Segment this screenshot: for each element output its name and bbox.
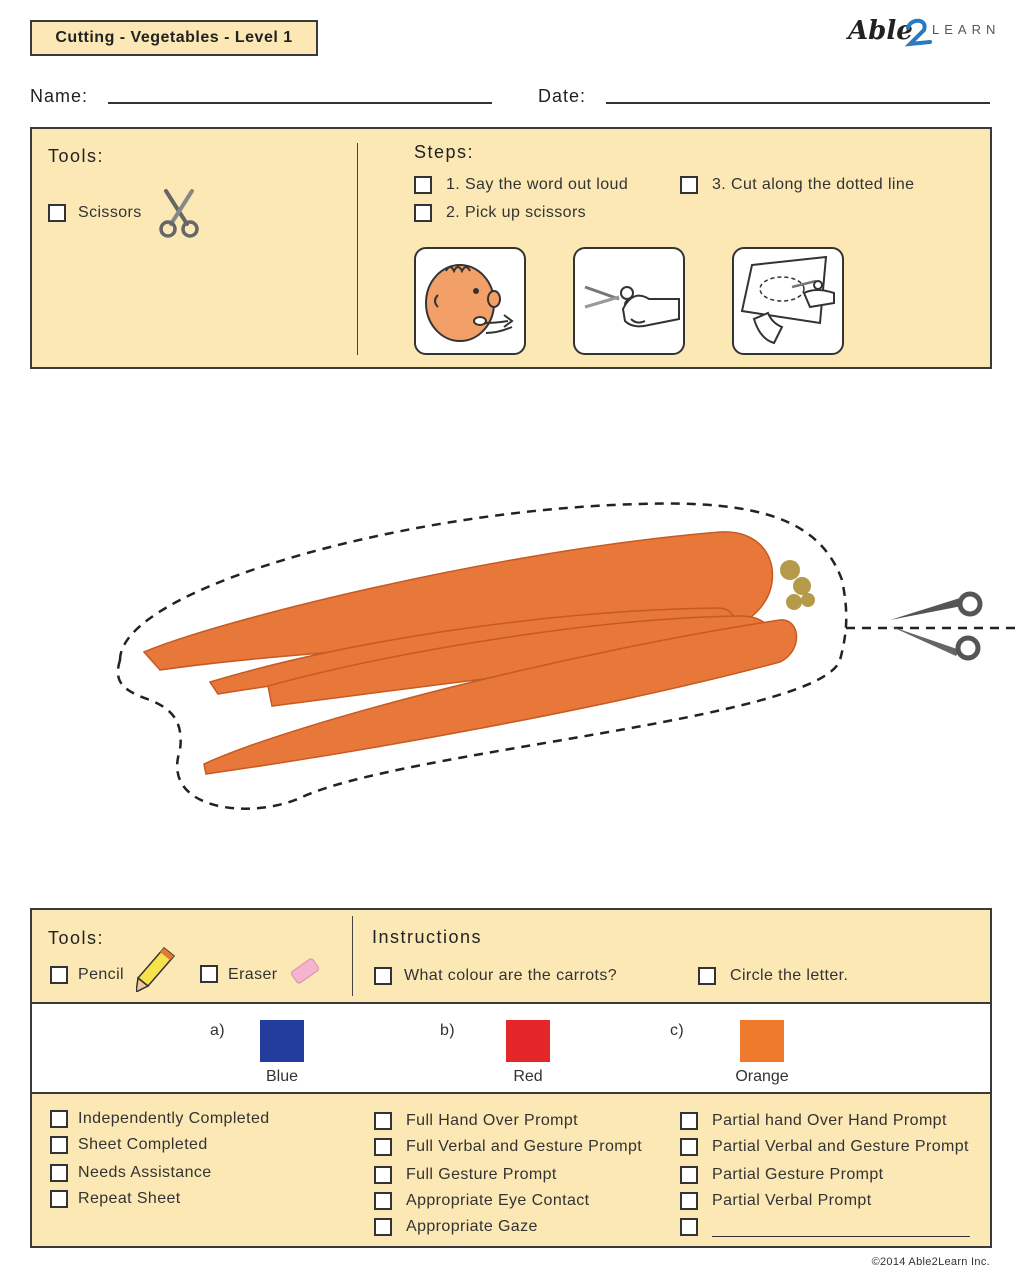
eraser-checkbox[interactable] [200,965,218,983]
assessment-label: Sheet Completed [78,1136,208,1153]
worksheet-title: Cutting - Vegetables - Level 1 [30,20,318,56]
option-b-letter[interactable]: b) [440,1022,456,1039]
speaking-face-icon [416,249,524,353]
copyright-text: ©2014 Able2Learn Inc. [871,1256,990,1268]
pencil-icon [136,946,176,992]
assessment-checkbox[interactable] [680,1112,698,1130]
steps-heading: Steps: [414,142,475,162]
cut-dotted-line-picture [732,247,844,355]
option-b-label[interactable]: Red [513,1068,543,1085]
name-label: Name: [30,86,89,106]
step1-label: 1. Say the word out loud [446,176,629,193]
eraser-label: Eraser [228,966,278,983]
instruction2-label: Circle the letter. [730,967,849,984]
assessment-label: Partial Gesture Prompt [712,1166,884,1183]
option-b-swatch[interactable] [506,1020,550,1062]
pencil-label: Pencil [78,966,124,983]
logo-learn-text: LEARN [932,22,1001,37]
assessment-label: Full Hand Over Prompt [406,1112,579,1129]
step2-label: 2. Pick up scissors [446,204,587,221]
scissors-checkbox[interactable] [48,204,66,222]
assessment-checkbox[interactable] [50,1136,68,1154]
assessment-checkbox[interactable] [374,1138,392,1156]
tools-heading: Tools: [48,146,105,166]
name-line[interactable] [108,102,492,104]
assessment-label: Partial hand Over Hand Prompt [712,1112,947,1129]
scissors-icon [156,187,202,239]
assessment-checkbox[interactable] [680,1166,698,1184]
hand-scissors-icon [575,249,683,353]
assessment-label: Full Verbal and Gesture Prompt [406,1138,643,1155]
assessment-label: Independently Completed [78,1110,270,1127]
pencil-checkbox[interactable] [50,966,68,984]
assessment-checkbox[interactable] [50,1164,68,1182]
assessment-checkbox[interactable] [680,1138,698,1156]
step3-checkbox[interactable] [680,176,698,194]
panel-divider [357,143,358,355]
bottom-tools-heading: Tools: [48,928,105,948]
carrot-top-icon [780,560,815,610]
assessment-label: Appropriate Eye Contact [406,1192,590,1209]
carrots-cutout-area [100,490,1020,820]
assessment-label: Full Gesture Prompt [406,1166,557,1183]
date-label: Date: [538,86,587,106]
scissors-label: Scissors [78,204,142,221]
assessment-label: Partial Verbal and Gesture Prompt [712,1138,969,1155]
step1-checkbox[interactable] [414,176,432,194]
option-a-label[interactable]: Blue [265,1068,299,1085]
instruction2-checkbox[interactable] [698,967,716,985]
logo-two-icon [904,18,934,48]
instruction1-label: What colour are the carrots? [404,967,618,984]
pick-up-scissors-picture [573,247,685,355]
say-word-picture [414,247,526,355]
assessment-checkbox[interactable] [374,1218,392,1236]
assessment-checkbox[interactable] [680,1192,698,1210]
other-write-in-line[interactable] [712,1236,970,1237]
other-checkbox[interactable] [680,1218,698,1236]
tools-steps-panel [30,127,992,369]
assessment-checkbox[interactable] [50,1110,68,1128]
bottom-tools-divider [352,916,353,996]
carrots-image [144,532,797,774]
assessment-label: Repeat Sheet [78,1190,181,1207]
option-a-letter[interactable]: a) [210,1022,226,1039]
assessment-label: Appropriate Gaze [406,1218,538,1235]
assessment-label: Partial Verbal Prompt [712,1192,872,1209]
option-c-letter[interactable]: c) [670,1022,685,1039]
assessment-checkbox[interactable] [50,1190,68,1208]
option-c-swatch[interactable] [740,1020,784,1062]
step3-label: 3. Cut along the dotted line [712,176,915,193]
step2-checkbox[interactable] [414,204,432,222]
cutting-paper-icon [734,249,842,353]
option-c-label[interactable]: Orange [735,1068,789,1085]
cut-scissors-icon [890,594,980,658]
instruction1-checkbox[interactable] [374,967,392,985]
date-line[interactable] [606,102,990,104]
instructions-heading: Instructions [372,927,483,947]
assessment-checkbox[interactable] [374,1192,392,1210]
assessment-panel [30,908,992,1248]
assessment-label: Needs Assistance [78,1164,212,1181]
logo-able-text: Able [848,16,913,46]
option-a-swatch[interactable] [260,1020,304,1062]
able2learn-logo [848,14,1001,48]
assessment-checkbox[interactable] [374,1112,392,1130]
answer-options [32,1002,990,1094]
assessment-checkbox[interactable] [374,1166,392,1184]
eraser-icon [288,954,322,988]
